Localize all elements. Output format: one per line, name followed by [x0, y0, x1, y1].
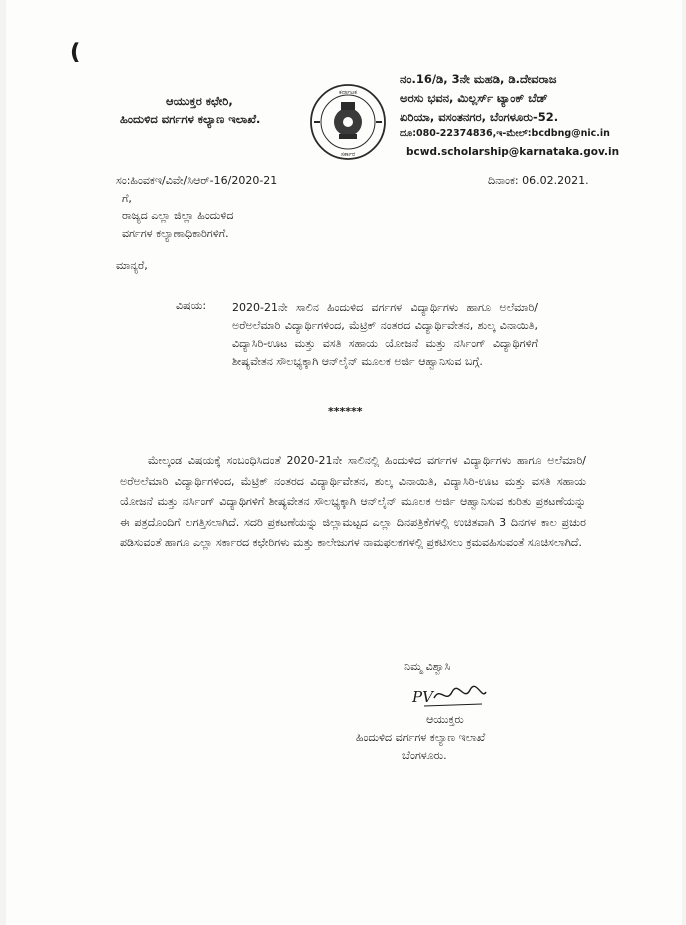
letter-page	[6, 0, 682, 925]
karnataka-emblem-icon	[308, 82, 388, 162]
reference-number: ಸಂ:ಹಿಂವಕಇ/ವಿವೇ/ಸಿಆರ್-16/2020-21	[116, 174, 278, 187]
recipient-line-2: ವರ್ಗಗಳ ಕಲ್ಯಾಣಾಧಿಕಾರಿಗಳಿಗೆ.	[122, 227, 229, 240]
department-name: ಹಿಂದುಳಿದ ವರ್ಗಗಳ ಕಲ್ಯಾಣ ಇಲಾಖೆ.	[120, 112, 261, 126]
recipient-line-1: ರಾಜ್ಯದ ಎಲ್ಲಾ ಜಿಲ್ಲಾ ಹಿಂದುಳಿದ	[122, 209, 234, 222]
address-line-3: ಏರಿಯಾ, ವಸಂತನಗರ, ಬೆಂಗಳೂರು-52.	[400, 110, 559, 124]
subject-label: ವಿಷಯ:	[176, 299, 207, 312]
scholarship-email: bcwd.scholarship@karnataka.gov.in	[406, 146, 620, 158]
signatory-city: ಬೆಂಗಳೂರು.	[402, 749, 447, 762]
salutation: ಮಾನ್ಯರೆ,	[116, 259, 148, 272]
signature	[410, 682, 490, 710]
signatory-department: ಹಿಂದುಳಿದ ವರ್ಗಗಳ ಕಲ್ಯಾಣ ಇಲಾಖೆ	[356, 731, 486, 744]
address-line-2: ಅರಸು ಭವನ, ಮಿಲ್ಲರ್ಸ್ ಟ್ಯಾಂಕ್ ಬೆಡ್	[400, 91, 548, 105]
address-line-1: ನಂ.16/ಡಿ, 3ನೇ ಮಹಡಿ, ಡಿ.ದೇವರಾಜ	[400, 72, 557, 86]
separator: ******	[328, 405, 363, 418]
letter-date: ದಿನಾಂಕ: 06.02.2021.	[488, 174, 589, 187]
signatory-designation: ಆಯುಕ್ತರು	[426, 713, 464, 726]
subject-text: 2020-21ನೇ ಸಾಲಿನ ಹಿಂದುಳಿದ ವರ್ಗಗಳ ವಿದ್ಯಾರ್ಥಿಗಳು ಹಾಗೂ ಅಲೆಮಾರಿ/ಅರೆಅಲೆಮಾರಿ ವಿದ್ಯಾರ್ಥಿಗಳಿಂದ, ಮೆಟ್ರಿಕ್ ನಂತರದ ವಿದ್ಯಾರ್ಥಿವೇತನ, ಶುಲ್ಕ ವಿನಾಯಿತಿ, ವಿದ್ಯಾಸಿರಿ-ಊಟ ಮತ್ತು ವಸತಿ ಸಹಾಯ ಯೋಜನೆ ಮತ್ತು ನರ್ಸಿಂಗ್ ವಿದ್ಯಾಥಿಗಳಿಗೆ ಶೀಷ್ಯವೇತನ ಸೌಲಭ್ಯಕ್ಕಾಗಿ ಆನ್‌ಲೈನ್ ಮೂಲಕ ಅರ್ಜಿ ಆಹ್ವಾನಿಸುವ ಬಗ್ಗೆ.	[232, 301, 538, 368]
signature-initials: PV	[412, 688, 433, 706]
closing-yours: ನಿಮ್ಮ ವಿಶ್ವಾಸಿ	[404, 660, 451, 673]
emblem-text-bottom: ಸರ್ಕಾರ	[340, 151, 356, 158]
body-paragraph: ಮೇಲ್ಕಂಡ ವಿಷಯಕ್ಕೆ ಸಂಬಂಧಿಸಿದಂತೆ 2020-21ನೇ ಸಾಲಿನಲ್ಲಿ ಹಿಂದುಳಿದ ವರ್ಗಗಳ ವಿದ್ಯಾರ್ಥಿಗಳು ಹಾಗೂ ಅಲೆಮಾರಿ/ಅರೆಅಲೆಮಾರಿ ವಿದ್ಯಾರ್ಥಿಗಳಿಂದ, ಮೆಟ್ರಿಕ್ ನಂತರದ ವಿದ್ಯಾರ್ಥಿವೇತನ, ಶುಲ್ಕ ವಿನಾಯಿತಿ, ವಿದ್ಯಾಸಿರಿ-ಊಟ ಮತ್ತು ವಸತಿ ಸಹಾಯ ಯೋಜನೆ ಮತ್ತು ನರ್ಸಿಂಗ್ ವಿದ್ಯಾಥಿಗಳಿಗೆ ಶೀಷ್ಯವೇತನ ಸೌಲಭ್ಯಕ್ಕಾಗಿ ಆನ್‌ಲೈನ್ ಮೂಲಕ ಅರ್ಜಿ ಆಹ್ವಾನಿಸುವ ಕುರಿತು ಪ್ರಕಟಣೆಯನ್ನು ಈ ಪತ್ರದೊಂದಿಗೆ ಲಗತ್ತಿಸಲಾಗಿದೆ. ಸದರಿ ಪ್ರಕಟಣೆಯನ್ನು ಜಿಲ್ಲಾಮಟ್ಟದ ಎಲ್ಲಾ ದಿನಪತ್ರಿಕೆಗಳಲ್ಲಿ ಉಚಿತವಾಗಿ 3 ದಿನಗಳ ಕಾಲ ಪ್ರಚುರ ಪಡಿಸುವಂತೆ ಹಾಗೂ ಎಲ್ಲಾ ಸರ್ಕಾರದ ಕಛೇರಿಗಳು ಮತ್ತು ಕಾಲೇಜುಗಳ ನಾಮಫಲಕಗಳಲ್ಲಿ ಪ್ರಕಟಿಸಲು ಕ್ರಮವಹಿಸುವಂತೆ ಸೂಚಿಸಲಾಗಿದೆ.	[120, 454, 586, 549]
emblem-text-top: ಕರ್ನಾಟಕ	[339, 89, 357, 96]
office-name: ಆಯುಕ್ತರ ಕಛೇರಿ,	[166, 94, 233, 108]
punch-mark: ❪	[66, 40, 85, 65]
recipient-to: ಗೆ,	[122, 192, 132, 205]
contact-line: ದೂ:080-22374836,ಇ-ಮೇಲ್:bcdbng@nic.in	[400, 128, 610, 139]
